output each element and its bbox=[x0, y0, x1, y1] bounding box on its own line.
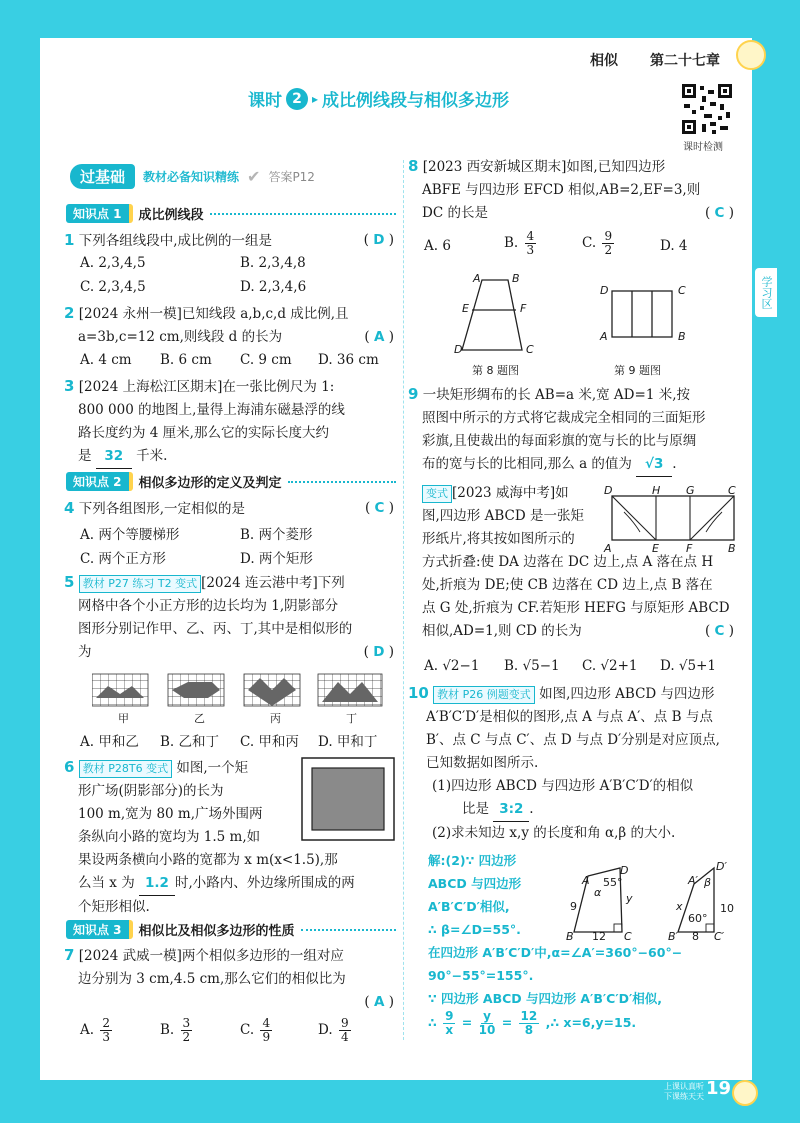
footer-brand bbox=[664, 1082, 704, 1102]
fig1-D: D bbox=[620, 864, 629, 877]
q3-number: 3 bbox=[64, 377, 75, 395]
fig8-C: C bbox=[526, 343, 534, 356]
fig8-B: B bbox=[512, 272, 520, 285]
q6-tag: 教材 P28T6 变式 bbox=[79, 760, 172, 778]
q5-line2: 网格中各个小正方形的边长均为 1,阴影部分 bbox=[78, 598, 339, 614]
variant-option-d: D. √5+1 bbox=[660, 658, 717, 674]
q8-option-b-den: 3 bbox=[526, 243, 535, 257]
q3-answer: 32 bbox=[96, 445, 132, 469]
q5-label-jia: 甲 bbox=[118, 712, 129, 725]
sol-line4: ∴ β=∠D=55°. bbox=[428, 922, 521, 937]
q6-line4: 条纵向小路的宽均为 1.5 m,如 bbox=[78, 829, 261, 845]
fig2-B: B′ bbox=[668, 930, 679, 943]
q10-line2: A′B′C′D′是相似的图形,点 A 与点 A′、点 B 与点 bbox=[426, 709, 713, 725]
fig1-side-left: 9 bbox=[570, 900, 577, 913]
q7-option-a-label: A. bbox=[80, 1022, 95, 1038]
fig9-D: D bbox=[600, 284, 609, 297]
q2-option-a: A. 4 cm bbox=[80, 352, 132, 368]
variant-answer: C bbox=[714, 623, 725, 639]
q7-line1: [2024 武威一模]两个相似多边形的一组对应 bbox=[78, 948, 344, 964]
q7-answer: A bbox=[373, 994, 385, 1010]
kp1-dotline bbox=[210, 213, 396, 215]
q9 bbox=[408, 383, 742, 477]
q5-option-c: C. 甲和丙 bbox=[240, 734, 299, 750]
q8-option-c-label: C. bbox=[582, 235, 597, 251]
variant-line7: 相似,AD=1,则 CD 的长为 bbox=[422, 623, 582, 639]
q8-answer: C bbox=[714, 205, 725, 221]
qr-code-icon[interactable] bbox=[680, 82, 734, 136]
fig1-A: A bbox=[582, 874, 590, 887]
q2-line1: [2024 永州一模]已知线段 a,b,c,d 成比例,且 bbox=[78, 306, 349, 322]
qr-label: 课时检测 bbox=[683, 142, 723, 153]
sol-line6: 90°−55°=155°. bbox=[428, 968, 534, 983]
q4-text: 下列各组图形,一定相似的是 bbox=[78, 501, 246, 517]
q2-option-d: D. 36 cm bbox=[318, 352, 379, 368]
q5-line1: [2024 连云港中考]下列 bbox=[201, 575, 345, 591]
lesson-number: 2 bbox=[286, 88, 308, 110]
grid-bing bbox=[244, 674, 300, 706]
q1-option-b: B. 2,3,4,8 bbox=[240, 255, 306, 271]
fig8-F: F bbox=[520, 302, 527, 315]
q8-option-b-label: B. bbox=[504, 235, 519, 251]
lesson-title-text: 成比例线段与相似多边形 bbox=[322, 91, 510, 111]
q7-option-d-den: 4 bbox=[340, 1030, 349, 1044]
q1-option-d: D. 2,3,4,6 bbox=[240, 279, 307, 295]
fig8-D: D bbox=[454, 343, 463, 356]
section-badge: 过基础 bbox=[70, 164, 135, 189]
q8-option-d: D. 4 bbox=[660, 238, 688, 254]
q9-line4-pre: 布的宽与长的比相同,那么 a 的值为 bbox=[422, 456, 632, 472]
q5-option-a: A. 甲和乙 bbox=[80, 734, 139, 750]
q4 bbox=[64, 497, 400, 521]
q5-line3: 图形分别记作甲、乙、丙、丁,其中是相似形的 bbox=[78, 621, 353, 637]
kp3-dotline bbox=[301, 929, 396, 931]
q4-number: 4 bbox=[64, 499, 75, 517]
q3-line4-post: 千米. bbox=[136, 448, 168, 464]
q3-line2: 800 000 的地图上,量得上海浦东磁悬浮的线 bbox=[78, 402, 345, 418]
variant-line1: [2023 威海中考]如 bbox=[452, 485, 569, 501]
fig2-side-right: 10 bbox=[720, 902, 734, 915]
fig9-B: B bbox=[678, 330, 686, 343]
fig1-B: B bbox=[566, 930, 574, 943]
q3-line1: [2024 上海松江区期末]在一张比例尺为 1: bbox=[78, 379, 335, 395]
q8-answer-box: ( C ) bbox=[704, 205, 734, 221]
q10-number: 10 bbox=[408, 684, 429, 702]
fig1-C: C bbox=[624, 930, 632, 943]
fig9-A: A bbox=[600, 330, 608, 343]
variant-answer-box: ( C ) bbox=[704, 623, 734, 639]
q6-line6-post: 时,小路内、外边缘所围成的两 bbox=[175, 875, 355, 891]
q8-number: 8 bbox=[408, 157, 419, 175]
fig2-beta: β bbox=[704, 876, 712, 889]
sol8-f2-den: 10 bbox=[478, 1023, 496, 1037]
q10-line1: 如图,四边形 ABCD 与四边形 bbox=[539, 686, 715, 702]
q1-option-a: A. 2,3,4,5 bbox=[80, 255, 146, 271]
q4-answer-box: ( C ) bbox=[364, 500, 394, 516]
q2-option-c: C. 9 cm bbox=[240, 352, 292, 368]
fig1-alpha: α bbox=[594, 886, 602, 899]
q3-line3: 路长度约为 4 厘米,那么它的实际长度大约 bbox=[78, 425, 329, 441]
q4-answer: C bbox=[374, 500, 385, 516]
section-bar bbox=[70, 164, 400, 189]
fig8-E: E bbox=[462, 302, 469, 315]
q8-line2: ABFE 与四边形 EFCD 相似,AB=2,EF=3,则 bbox=[422, 182, 701, 198]
q4-option-d: D. 两个矩形 bbox=[240, 551, 313, 567]
kp2-dotline bbox=[288, 481, 396, 483]
variant-pt-B: B bbox=[728, 542, 736, 555]
q8 bbox=[408, 155, 742, 225]
sol-line2: ABCD 与四边形 bbox=[428, 876, 522, 891]
sol8-post: ,∴ x=6,y=15. bbox=[545, 1015, 637, 1030]
q9-number: 9 bbox=[408, 385, 419, 403]
kp2-title: 相似多边形的定义及判定 bbox=[138, 476, 282, 491]
q6-line6-pre: 么当 x 为 bbox=[78, 875, 135, 891]
sol8-f3-num: 12 bbox=[520, 1009, 538, 1023]
q4-option-a: A. 两个等腰梯形 bbox=[80, 527, 180, 543]
q2 bbox=[64, 302, 400, 349]
footer-brand-line1: 上课认真听 bbox=[664, 1082, 704, 1091]
kp3-title: 相似比及相似多边形的性质 bbox=[138, 924, 295, 939]
q8-line1: [2023 西安新城区期末]如图,已知四边形 bbox=[422, 159, 666, 175]
q4-option-c: C. 两个正方形 bbox=[80, 551, 166, 567]
variant-fold-figure bbox=[610, 492, 738, 544]
sol-line1: 解:(2)∵ 四边形 bbox=[428, 853, 517, 868]
q7-option-a bbox=[80, 1017, 114, 1044]
fig2-A: A′ bbox=[688, 874, 699, 887]
q1-option-c: C. 2,3,4,5 bbox=[80, 279, 146, 295]
q5-answer-box: ( D ) bbox=[363, 644, 394, 660]
q1-text: 下列各组线段中,成比例的一组是 bbox=[78, 233, 273, 249]
grid-jia bbox=[92, 674, 148, 706]
fig1-angle: 55° bbox=[603, 876, 623, 889]
kp1-header bbox=[66, 204, 396, 223]
fig9-rect bbox=[610, 285, 676, 345]
fig9-C: C bbox=[678, 284, 686, 297]
sol8-eq2: = bbox=[501, 1015, 513, 1030]
q8-option-a: A. 6 bbox=[424, 238, 451, 254]
q6-line2: 形广场(阴影部分)的长为 bbox=[78, 783, 224, 799]
q2-answer-box: ( A ) bbox=[364, 329, 394, 345]
q7 bbox=[64, 944, 400, 1014]
q5 bbox=[64, 571, 400, 664]
variant-line6: 点 G 处,折痕为 CF.若矩形 HEFG 与原矩形 ABCD bbox=[422, 600, 730, 616]
q7-option-c-den: 9 bbox=[262, 1030, 271, 1044]
q10 bbox=[408, 682, 742, 845]
q8-option-b bbox=[504, 230, 538, 257]
column-divider bbox=[403, 160, 404, 1040]
q5-number: 5 bbox=[64, 573, 75, 591]
fig9-caption: 第 9 题图 bbox=[614, 364, 661, 377]
q2-option-b: B. 6 cm bbox=[160, 352, 212, 368]
q9-line1: 一块矩形绸布的长 AB=a 米,宽 AD=1 米,按 bbox=[422, 387, 690, 403]
q5-label-bing: 丙 bbox=[270, 712, 281, 725]
q6-line3: 100 m,宽为 80 m,广场外围两 bbox=[78, 806, 263, 822]
kp1-badge: 知识点 1 bbox=[66, 204, 133, 223]
mascot-icon bbox=[736, 40, 766, 70]
q8-option-c-den: 2 bbox=[604, 243, 613, 257]
q3-line4-pre: 是 bbox=[78, 448, 92, 464]
kp3-badge: 知识点 3 bbox=[66, 920, 133, 939]
q8-option-b-num: 4 bbox=[526, 229, 535, 243]
q3 bbox=[64, 375, 400, 469]
q10-sub1-pre2: 比是 bbox=[462, 801, 489, 817]
q7-option-c-label: C. bbox=[240, 1022, 255, 1038]
q7-number: 7 bbox=[64, 946, 75, 964]
section-sub: 教材必备知识精练 bbox=[143, 170, 240, 184]
q7-option-b-label: B. bbox=[160, 1022, 175, 1038]
fig1-side-bottom: 12 bbox=[592, 930, 606, 943]
fig8-A: A bbox=[473, 272, 481, 285]
q5-line4: 为 bbox=[78, 644, 92, 660]
kp2-badge: 知识点 2 bbox=[66, 472, 133, 491]
variant-pt-G: G bbox=[686, 484, 695, 497]
variant-pt-F: F bbox=[686, 542, 693, 555]
q10-sub1: (1)四边形 ABCD 与四边形 A′B′C′D′的相似 bbox=[432, 778, 694, 794]
q10-line4: 已知数据如图所示. bbox=[426, 755, 539, 771]
q1-answer-box: ( D ) bbox=[363, 232, 394, 248]
answer-ref: 答案P12 bbox=[268, 170, 315, 184]
q2-number: 2 bbox=[64, 304, 75, 322]
q7-option-c-num: 4 bbox=[262, 1016, 271, 1030]
q7-line2: 边分别为 3 cm,4.5 cm,那么它们的相似比为 bbox=[78, 971, 346, 987]
q7-answer-box: ( A ) bbox=[364, 994, 394, 1010]
fig2-C: C′ bbox=[714, 930, 725, 943]
sol8-f3-den: 8 bbox=[524, 1023, 534, 1037]
variant-line3: 形纸片,将其按如图所示的 bbox=[422, 531, 575, 547]
fig2-D: D′ bbox=[716, 860, 727, 873]
sol-line7: ∵ 四边形 ABCD 与四边形 A′B′C′D′相似, bbox=[428, 991, 663, 1006]
variant-line5: 处,折痕为 DE;使 CB 边落在 CD 边上,点 B 落在 bbox=[422, 577, 713, 593]
lesson-title bbox=[248, 86, 509, 111]
variant-pt-C: C bbox=[728, 484, 736, 497]
variant-option-c: C. √2+1 bbox=[582, 658, 638, 674]
arrow-icon: ▸ bbox=[312, 91, 319, 106]
q7-option-b-den: 2 bbox=[182, 1030, 191, 1044]
q8-option-c-num: 9 bbox=[604, 229, 613, 243]
q6-square-figure bbox=[300, 756, 396, 842]
grid-ding bbox=[318, 674, 382, 706]
variant-pt-A: A bbox=[604, 542, 612, 555]
q8-line3: DC 的长是 bbox=[422, 205, 488, 221]
q2-answer: A bbox=[373, 329, 385, 345]
fig2-angle: 60° bbox=[688, 912, 708, 925]
q10-sub1-post: . bbox=[529, 801, 534, 817]
q6-number: 6 bbox=[64, 758, 75, 776]
fig8-caption: 第 8 题图 bbox=[472, 364, 519, 377]
q7-option-b bbox=[160, 1017, 194, 1044]
kp2-header bbox=[66, 472, 396, 491]
variant-tag: 变式 bbox=[422, 485, 452, 503]
q5-grid-figures bbox=[92, 672, 392, 710]
side-tab: 学习区 bbox=[755, 268, 777, 317]
variant-pt-H: H bbox=[652, 484, 661, 497]
sol8-pre: ∴ bbox=[428, 1015, 437, 1030]
fig2-side-left: x bbox=[676, 900, 683, 913]
q10-tag: 教材 P26 例题变式 bbox=[433, 686, 535, 704]
variant-option-a: A. √2−1 bbox=[424, 658, 480, 674]
footer-mascot-icon bbox=[732, 1080, 758, 1106]
q2-line2: a=3b,c=12 cm,则线段 d 的长为 bbox=[78, 329, 283, 345]
q7-option-d-num: 9 bbox=[340, 1016, 349, 1030]
q9-line4-post: . bbox=[672, 456, 677, 472]
variant-pt-D: D bbox=[604, 484, 613, 497]
q7-option-a-den: 3 bbox=[102, 1030, 110, 1044]
q8-option-c bbox=[582, 230, 616, 257]
q1-number: 1 bbox=[64, 231, 75, 249]
q1 bbox=[64, 229, 400, 253]
q6-line1: 如图,一个矩 bbox=[176, 760, 249, 776]
q7-option-d bbox=[318, 1017, 353, 1044]
q1-answer: D bbox=[373, 232, 385, 248]
header-chapter: 第二十七章 bbox=[650, 53, 720, 69]
q5-tag: 教材 P27 练习 T2 变式 bbox=[79, 575, 201, 593]
sol-line5: 在四边形 A′B′C′D′中,α=∠A′=360°−60°− bbox=[428, 945, 683, 960]
q5-label-ding: 丁 bbox=[346, 712, 357, 725]
q10-line3: B′、点 C 与点 C′、点 D 与点 D′分别是对应顶点, bbox=[426, 732, 720, 748]
grid-yi bbox=[168, 674, 224, 706]
q10-sub2: (2)求未知边 x,y 的长度和角 α,β 的大小. bbox=[432, 825, 676, 841]
page-number: 19 bbox=[706, 1078, 732, 1099]
q5-option-b: B. 乙和丁 bbox=[160, 734, 220, 750]
q7-option-c bbox=[240, 1017, 274, 1044]
sol-line8 bbox=[428, 1010, 742, 1037]
q6-line5: 果设两条横向小路的宽都为 x m(x<1.5),那 bbox=[78, 852, 338, 868]
sol8-eq1: = bbox=[461, 1015, 473, 1030]
variant-line2: 图,四边形 ABCD 是一张矩 bbox=[422, 508, 584, 524]
kp3-header bbox=[66, 920, 396, 939]
footer-brand-line2: 下课练天天 bbox=[664, 1092, 704, 1101]
sol-line3: A′B′C′D′相似, bbox=[428, 899, 510, 914]
fig1-side-right: y bbox=[626, 892, 633, 905]
q5-label-yi: 乙 bbox=[194, 712, 205, 725]
q9-line3: 彩旗,且使裁出的每面彩旗的宽与长的比与原绸 bbox=[422, 433, 697, 449]
q5-option-d: D. 甲和丁 bbox=[318, 734, 378, 750]
q9-answer: √3 bbox=[636, 453, 672, 477]
header-section: 相似 bbox=[590, 53, 618, 69]
q10-sub1-answer: 3:2 bbox=[493, 798, 529, 822]
kp1-title: 成比例线段 bbox=[138, 208, 204, 223]
q7-option-b-num: 3 bbox=[182, 1016, 191, 1030]
q7-option-d-label: D. bbox=[318, 1022, 333, 1038]
fig2-side-bottom: 8 bbox=[692, 930, 699, 943]
q7-option-a-num: 2 bbox=[102, 1016, 110, 1030]
variant-pt-E: E bbox=[652, 542, 659, 555]
q5-answer: D bbox=[373, 644, 385, 660]
lesson-prefix: 课时 bbox=[248, 91, 282, 111]
check-icon: ✔ bbox=[247, 167, 261, 186]
variant-line4: 方式折叠:使 DA 边落在 DC 边上,点 A 落在点 H bbox=[422, 554, 714, 570]
q6-line7: 个矩形相似. bbox=[78, 899, 150, 915]
variant-option-b: B. √5−1 bbox=[504, 658, 560, 674]
sol8-f1-num: 9 bbox=[445, 1009, 454, 1023]
q6-answer: 1.2 bbox=[139, 872, 175, 896]
q4-option-b: B. 两个菱形 bbox=[240, 527, 313, 543]
sol8-f2-num: y bbox=[483, 1009, 491, 1023]
q9-line2: 照图中所示的方式将它裁成完全相同的三面矩形 bbox=[422, 410, 706, 426]
sol8-f1-den: x bbox=[445, 1023, 454, 1037]
